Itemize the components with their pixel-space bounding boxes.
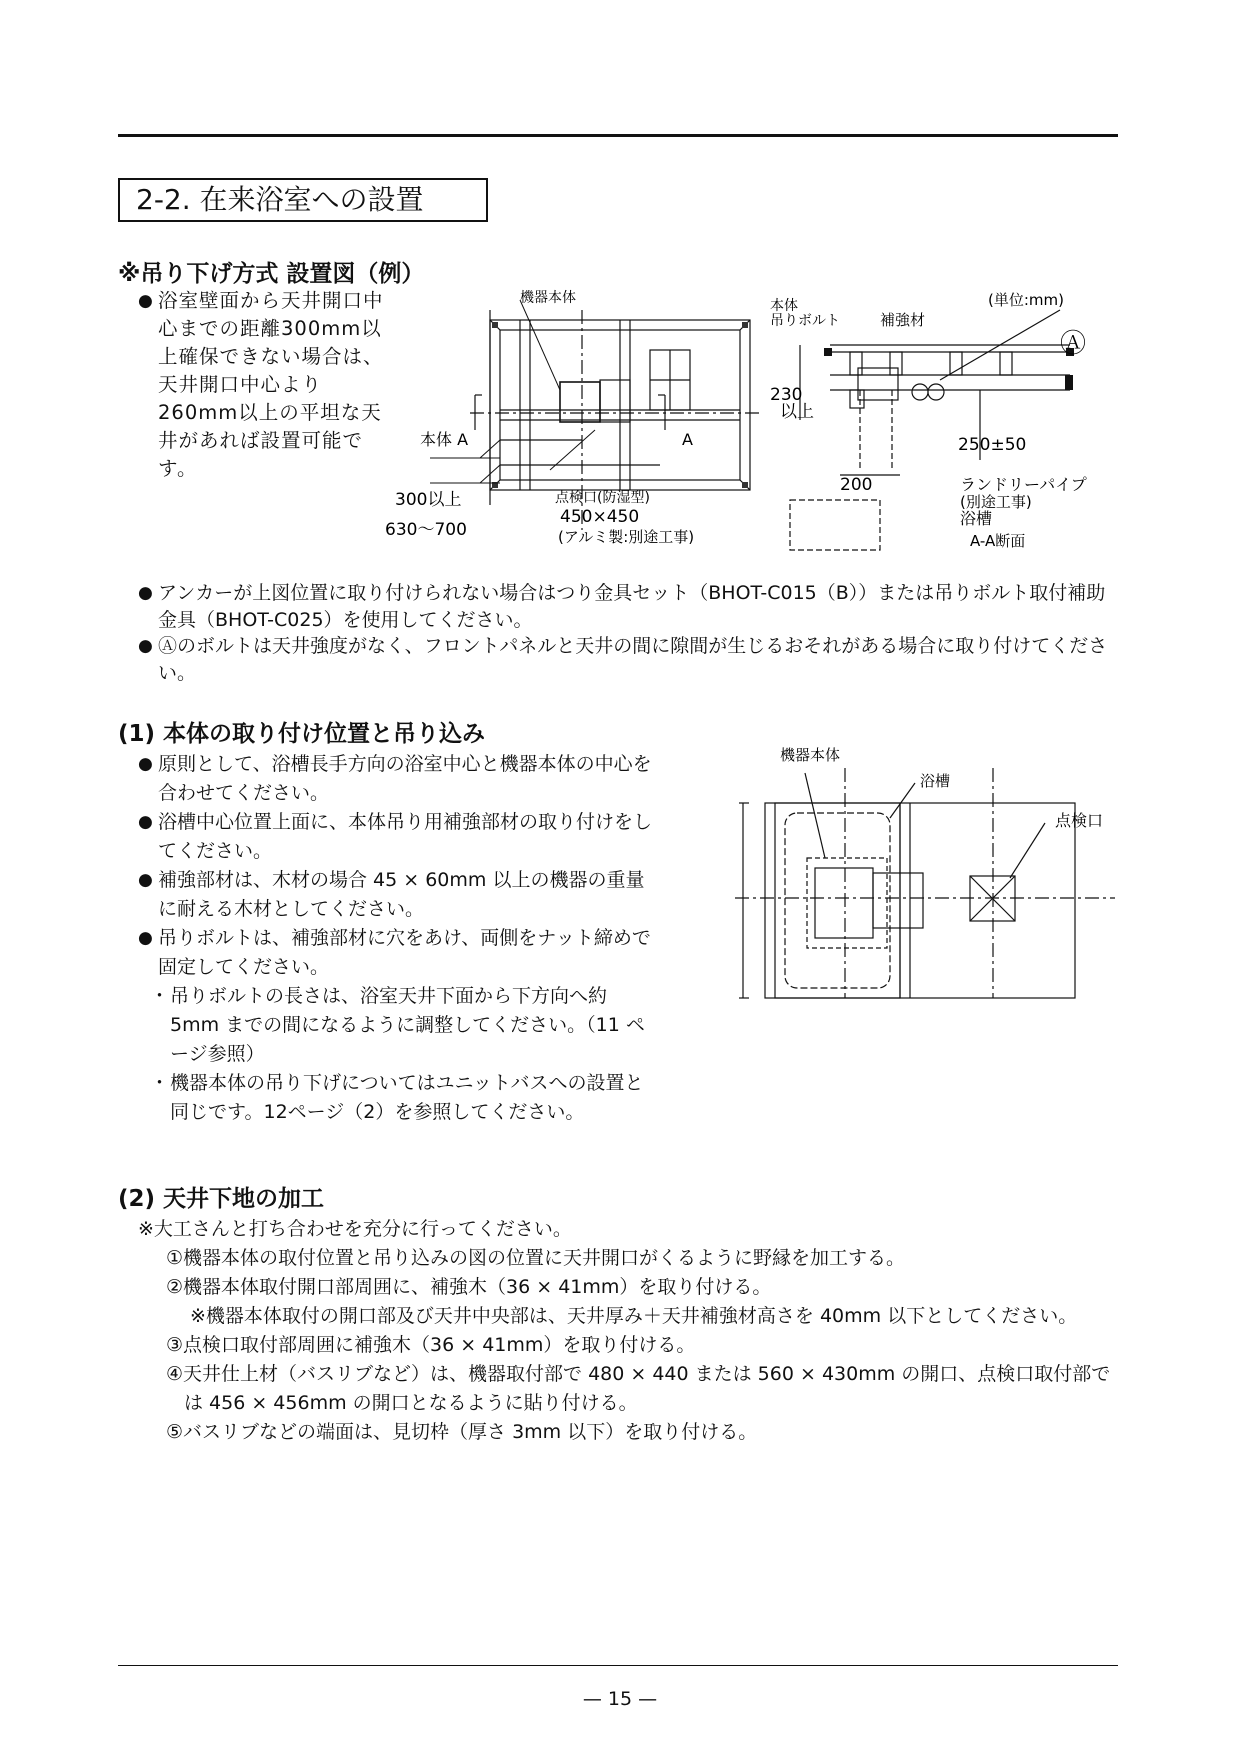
fig2-dim-200: 200 bbox=[840, 475, 873, 495]
sub1-bullets bbox=[138, 750, 658, 1127]
top-rule bbox=[118, 134, 1118, 137]
fig2-body-label: 本体 bbox=[770, 298, 798, 314]
section-diagram bbox=[770, 290, 1120, 560]
sub2-step-1: ①機器本体の取付位置と吊り込みの図の位置に天井開口がくるように野縁を加工する。 bbox=[166, 1247, 906, 1269]
fig3-inspection-label: 点検口 bbox=[1055, 811, 1104, 830]
intro-bullet-text: ● 浴室壁面から天井開口中心までの距離300mm以上確保できない場合は、天井開口中心より260mm以上の平坦な天井があれば設置可能です。 bbox=[138, 287, 400, 483]
fig2-laundry: ランドリーパイプ bbox=[960, 475, 1087, 494]
fig1-inspection-size: 450×450 bbox=[560, 507, 640, 527]
fig1-unit-label: 機器本体 bbox=[520, 290, 576, 306]
fig2-bathtub: 浴槽 bbox=[960, 509, 993, 528]
fig1-body-a-label: 本体 A bbox=[420, 430, 469, 449]
fig1-inspection: 点検口(防湿型) bbox=[555, 490, 650, 506]
sub2-step-2: ②機器本体取付開口部周囲に、補強木（36 × 41mm）を取り付ける。 bbox=[166, 1276, 772, 1298]
sub2-step-2-note: ※機器本体取付の開口部及び天井中央部は、天井厚み＋天井補強材高さを 40mm 以下としてください。 bbox=[190, 1305, 1078, 1327]
sub2-step-5: ⑤バスリブなどの端面は、見切枠（厚さ 3mm 以下）を取り付ける。 bbox=[166, 1421, 758, 1443]
fig1-a-label: A bbox=[682, 430, 693, 449]
fig1-inspection-note: (アルミ製:別途工事) bbox=[558, 528, 695, 546]
intro-bullet bbox=[138, 287, 400, 483]
fig1-dim-300: 300以上 bbox=[395, 490, 462, 510]
sub1-subitem-1: ・ 吊りボルトの長さは、浴室天井下面から下方向へ約 5mm までの間になるように調整してください。（11 ページ参照） bbox=[150, 982, 658, 1069]
sub1-heading: (1) 本体の取り付け位置と吊り込み bbox=[118, 721, 486, 747]
fig2-circle-a: Ⓐ bbox=[1060, 329, 1087, 359]
fig2-dim-230: 230 bbox=[770, 385, 803, 405]
page-number: — 15 — bbox=[582, 1688, 658, 1710]
sub1-bullet-2: ● 浴槽中心位置上面に、本体吊り用補強部材の取り付けをしてください。 bbox=[138, 808, 658, 866]
fig2-laundry-note: (別途工事) bbox=[960, 493, 1032, 511]
bottom-rule bbox=[118, 1665, 1118, 1666]
fig2-unit-label: (単位:mm) bbox=[988, 291, 1064, 309]
fig2-dim-230b: 以上 bbox=[780, 402, 814, 422]
fig3-tub-label: 浴槽 bbox=[920, 772, 951, 790]
sub2-step-4: ④天井仕上材（バスリブなど）は、機器取付部で 480 × 440 または 560 × 430mm の開口、点検口取付部では 456 × 456mm の開口となるように貼り付ける。 bbox=[166, 1363, 1111, 1414]
sub1-subitem-2: ・ 機器本体の吊り下げについてはユニットバスへの設置と同じです。12ページ（2）を参照してください。 bbox=[150, 1069, 658, 1127]
sub1-bullet-3: ● 補強部材は、木材の場合 45 × 60mm 以上の機器の重量に耐える木材としてください。 bbox=[138, 866, 658, 924]
fig1-dim-630: 630〜700 bbox=[385, 520, 467, 540]
sub2-heading: (2) 天井下地の加工 bbox=[118, 1186, 325, 1212]
plan-diagram bbox=[385, 290, 760, 550]
fig2-bolt-label: 吊りボルト bbox=[770, 313, 840, 329]
fig3-unit-label: 機器本体 bbox=[780, 746, 841, 764]
sub1-bullet-4: ● 吊りボルトは、補強部材に穴をあけ、両側をナット締めで固定してください。 bbox=[138, 924, 658, 982]
bathroom-plan-diagram bbox=[725, 738, 1125, 1008]
notes bbox=[138, 580, 1118, 686]
note-1: ● アンカーが上図位置に取り付けられない場合はつり金具セット（BHOT-C015（B））または吊りボルト取付補助金具（BHOT-C025）を使用してください。 bbox=[138, 580, 1118, 633]
sub2-step-3: ③点検口取付部周囲に補強木（36 × 41mm）を取り付ける。 bbox=[166, 1334, 696, 1356]
diagram-heading: ※吊り下げ方式 設置図（例） bbox=[118, 261, 425, 287]
fig2-section-label: A-A断面 bbox=[970, 532, 1026, 550]
fig2-reinforce-label: 補強材 bbox=[880, 311, 926, 329]
sub1-bullet-1: ● 原則として、浴槽長手方向の浴室中心と機器本体の中心を合わせてください。 bbox=[138, 750, 658, 808]
note-2: ● Ⓐのボルトは天井強度がなく、フロントパネルと天井の間に隙間が生じるおそれがある場合に取り付けてください。 bbox=[138, 633, 1118, 686]
section-title: 2-2. 在来浴室への設置 bbox=[118, 178, 488, 222]
sub2-steps bbox=[138, 1215, 1118, 1447]
sub2-lead: ※大工さんと打ち合わせを充分に行ってください。 bbox=[138, 1218, 572, 1240]
fig2-dim-250: 250±50 bbox=[958, 435, 1027, 455]
